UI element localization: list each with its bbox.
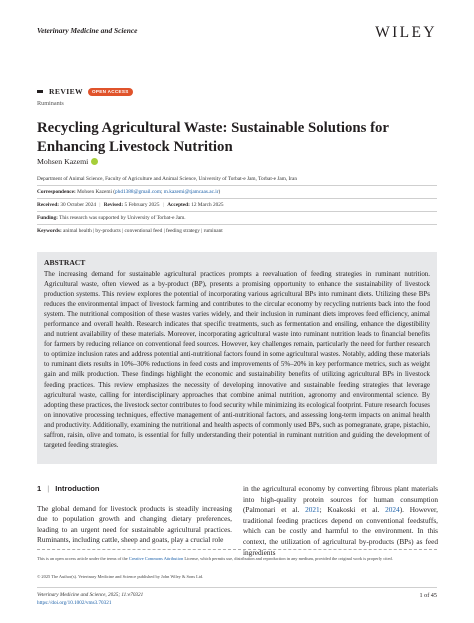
section-label: Ruminants xyxy=(37,100,64,107)
publisher-logo: WILEY xyxy=(375,24,437,41)
type-marker xyxy=(37,90,43,93)
email-link-1[interactable]: phd1388@gmail.com xyxy=(115,189,161,195)
license-text-b: License, which permits use, distribution and reproduction in any medium, provided the original work is properly cited. xyxy=(183,556,393,561)
affiliation: Department of Animal Science, Faculty of Agriculture and Animal Science, University of Torbat-e Jam, Torbat-e Jam, Iran xyxy=(37,176,298,182)
author-name[interactable]: Mohsen Kazemi xyxy=(37,157,89,166)
section-title: Introduction xyxy=(55,484,100,493)
keywords-text: animal health | by-products | conventional feed | feeding strategy | ruminant xyxy=(63,228,223,234)
author-line xyxy=(37,157,98,166)
intro-paragraph-left: The global demand for livestock products is steadily increasing due to population growth and changing dietary preferences, leading to an urgent need for sustainable agricultural practices. Ruminants, including cattle, sheep and goats, play a crucial role xyxy=(37,503,232,545)
intro-text-a: in the agricultural economy by converting fibrous plant materials into high-quality protein sources for human consumption (Palmonari et al. xyxy=(243,484,438,515)
section-number: 1 xyxy=(37,484,42,493)
abstract-text: The increasing demand for sustainable agricultural practices prompts a reevaluation of feeding strategies in ruminant nutrition. Agricultural waste, often viewed as a by-product (BP), presents a promising opportunity to enhance the sustainability of livestock production systems. This review explores the potential of incorporating various agricultural BPs into ruminant diets. Utilizing these BPs reduces the environmental impact of livestock farming and contributes to the circular economy by recycling nutrients back into the food system. The nutritional composition of these wastes varies widely, and their inclusion in ruminant diets improves feed efficiency, animal performance and overall health. Research indicates that specific treatments, such as fermentation and ensiling, enhance the digestibility and nutrient availability of these materials. Moreover, incorporating agricultural waste into ruminant nutrition leads to financial benefits for farmers by reducing reliance on conventional feed sources. However, key challenges remain, particularly the need for further research to optimize inclusion rates and address potential anti-nutritional factors found in some agricultural wastes. Notably, adding these materials to ruminant diets results in 10%–30% reductions in feed costs and improvements of 5%–20% in key performance metrics, such as weight gain and milk production. These findings highlight the economic and sustainability benefits of utilizing agricultural BPs in livestock feeding practices. This review emphasizes the necessity of developing innovative and sustainable feeding strategies that leverage agricultural waste, calling for interdisciplinary approaches that combine animal nutrition, agronomy and environmental science. By adopting these practices, the livestock sector contributes to food security while minimizing its ecological footprint. Future research focuses on innovative processing techniques, effective management of anti-nutritional factors, and assessing long-term impacts on animal health and productivity. Additionally, examining the nutritional and health aspects of commonly used BPs, such as pomegranate, grape, pistachio, saffron, raisin, olive and tomato, is essential for fully understanding their potential in ruminant nutrition and guiding the development of targeted feeding strategies. xyxy=(44,270,430,449)
meta-divider xyxy=(37,185,437,186)
email-separator: ; xyxy=(160,189,164,195)
revised-date: 5 February 2025 xyxy=(124,202,160,208)
correspondence-end: ) xyxy=(218,189,221,195)
keywords-line xyxy=(37,228,223,234)
dates-line: Received: 30 October 2024 | Revised: 5 February 2025 | Accepted: 12 March 2025 xyxy=(37,202,224,208)
funding-label: Funding: xyxy=(37,215,58,221)
funding-line xyxy=(37,215,186,221)
intro-text-c: ). However, traditional feeding practices depend on conventional feedstuffs, which can be costly and harmful to the environment. In this context, the utilization of agricultural by-products (BPs) as feed ingredients xyxy=(243,505,438,557)
received-label: Received: xyxy=(37,202,60,208)
email-link-2[interactable]: m.kazemi@tjamcaas.ac.ir xyxy=(163,189,219,195)
citation-link-2[interactable]: 2024 xyxy=(385,505,400,515)
intro-heading xyxy=(37,484,232,495)
revised-label: Revised: xyxy=(103,202,124,208)
article-type: REVIEW xyxy=(49,87,84,96)
funding-text: This research was supported by University of Torbat-e Jam. xyxy=(59,215,186,221)
keywords-label: Keywords: xyxy=(37,228,62,234)
abstract-heading: ABSTRACT xyxy=(44,258,86,267)
correspondence xyxy=(37,189,220,195)
journal-name: Veterinary Medicine and Science xyxy=(37,26,138,35)
doi-link[interactable]: https://doi.org/10.1002/vms3.70321 xyxy=(37,600,112,606)
abstract-box xyxy=(37,252,437,464)
body-column-right xyxy=(243,484,438,558)
citation-line: Veterinary Medicine and Science, 2025; 11:e70321 xyxy=(37,592,144,598)
footer-divider xyxy=(37,549,437,550)
page-number: 1 of 45 xyxy=(419,592,437,599)
meta-divider xyxy=(37,224,437,225)
accepted-label: Accepted: xyxy=(167,202,190,208)
intro-text-b: ; Koakoski et al. xyxy=(319,505,386,515)
copyright-note: © 2025 The Author(s). Veterinary Medicine and Science published by John Wiley & Sons Ltd. xyxy=(37,574,204,579)
license-text-a: This is an open access article under the terms of the xyxy=(37,556,129,561)
article-type-row xyxy=(37,87,133,96)
citation-link-1[interactable]: 2021 xyxy=(305,505,320,515)
article-title: Recycling Agricultural Waste: Sustainable Solutions for Enhancing Livestock Nutrition xyxy=(37,120,389,155)
meta-divider xyxy=(37,211,437,212)
license-note xyxy=(37,556,437,562)
footer-rule xyxy=(37,587,437,588)
orcid-icon[interactable] xyxy=(91,158,98,165)
received-date: 30 October 2024 xyxy=(60,202,96,208)
body-column-left xyxy=(37,484,232,546)
correspondence-label: Correspondence: xyxy=(37,189,76,195)
license-link[interactable]: Creative Commons Attribution xyxy=(128,556,184,561)
section-bar: | xyxy=(47,484,50,493)
correspondence-text: Mohsen Kazemi ( xyxy=(77,189,116,195)
meta-divider xyxy=(37,198,437,199)
accepted-date: 12 March 2025 xyxy=(191,202,224,208)
open-access-badge: OPEN ACCESS xyxy=(88,88,133,96)
